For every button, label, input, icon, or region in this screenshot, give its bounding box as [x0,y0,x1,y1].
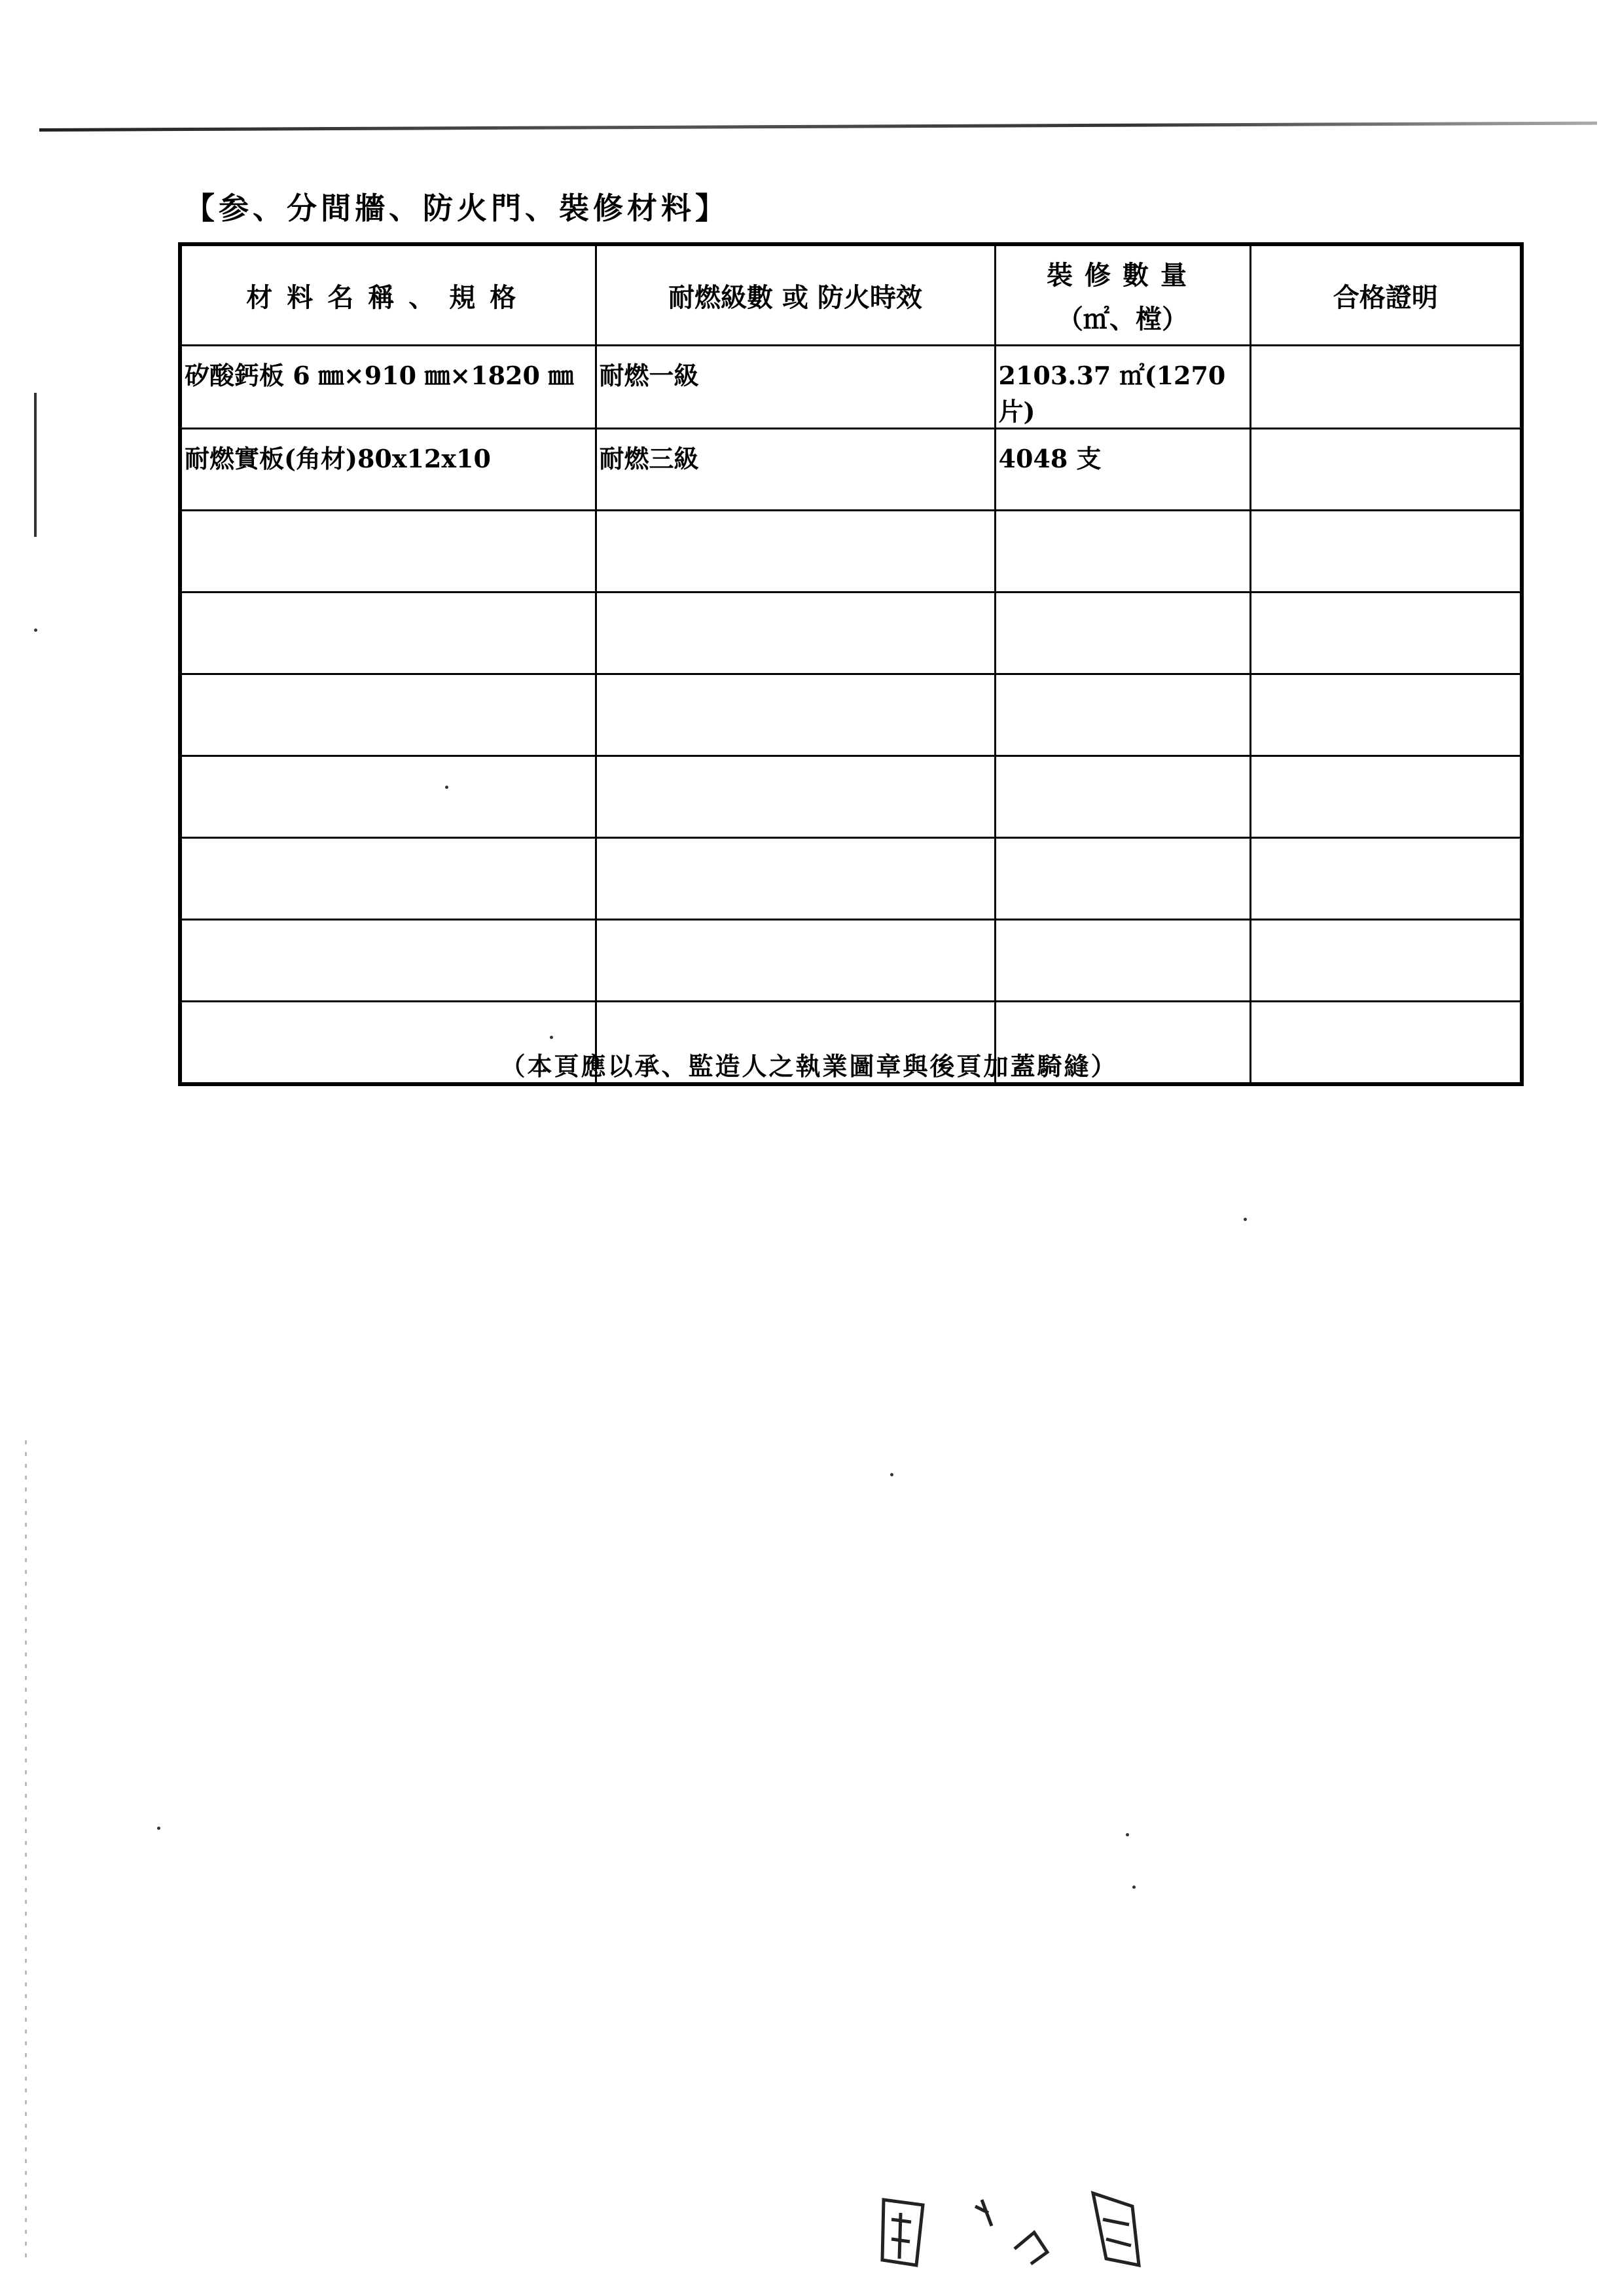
header-quantity-line2: （㎡、樘） [1057,304,1188,335]
header-quantity-line1: 裝修數量 [1047,260,1198,291]
cell-certificate [1250,592,1522,674]
table-row [180,511,1522,592]
section-title: 【参、分間牆、防火門、裝修材料】 [185,191,729,226]
footer-note: （本頁應以承、監造人之執業圖章與後頁加蓋騎縫） [500,1051,1118,1081]
cell-material-name [180,838,596,920]
materials-table [178,242,1524,1086]
table-row [180,756,1522,838]
table-row [180,920,1522,1002]
scan-speck [34,629,37,632]
table-row [180,674,1522,756]
stamp-marks-icon [877,2187,1165,2272]
scan-speck [890,1473,893,1476]
cell-quantity [995,920,1250,1002]
scan-artifact-line [39,122,1597,132]
cell-fire-grade: 耐燃三級 [596,429,995,511]
cell-material-name [180,674,596,756]
scan-speck [1132,1886,1136,1889]
cell-material-name: 矽酸鈣板 6 ㎜×910 ㎜×1820 ㎜ [180,346,596,429]
cell-quantity: 2103.37 ㎡(1270 片) [995,346,1250,429]
cell-material-name: 耐燃實板(角材)80x12x10 [180,429,596,511]
cell-certificate [1250,756,1522,838]
seal-stamp-fragment [877,2187,1165,2272]
cell-fire-grade: 耐燃一級 [596,346,995,429]
table-row [180,429,1522,511]
cell-material-name [180,920,596,1002]
cell-quantity [995,838,1250,920]
table-row [180,346,1522,429]
cell-certificate [1250,674,1522,756]
cell-certificate [1250,838,1522,920]
scan-edge-dots [25,1440,27,2259]
header-fire-grade: 耐燃級數 或 防火時效 [596,244,995,346]
cell-quantity [995,674,1250,756]
cell-fire-grade [596,592,995,674]
scan-speck [1126,1833,1129,1836]
cell-material-name [180,511,596,592]
header-certificate: 合格證明 [1250,244,1522,346]
cell-fire-grade [596,756,995,838]
cell-fire-grade [596,511,995,592]
cell-quantity [995,756,1250,838]
cell-certificate [1250,429,1522,511]
cell-certificate [1250,920,1522,1002]
cell-fire-grade [596,920,995,1002]
cell-quantity [995,592,1250,674]
cell-certificate [1250,346,1522,429]
cell-quantity: 4048 支 [995,429,1250,511]
cell-quantity [995,511,1250,592]
table-row [180,838,1522,920]
scan-speck [1244,1218,1247,1221]
scan-edge-mark [34,393,37,537]
header-quantity [995,244,1250,346]
cell-material-name [180,756,596,838]
cell-fire-grade [596,674,995,756]
cell-certificate [1250,511,1522,592]
cell-fire-grade [596,838,995,920]
table-header-row [180,244,1522,346]
cell-material-name [180,592,596,674]
scan-speck [157,1827,160,1830]
header-material-name: 材料名稱、規格 [180,244,596,346]
table-row [180,592,1522,674]
